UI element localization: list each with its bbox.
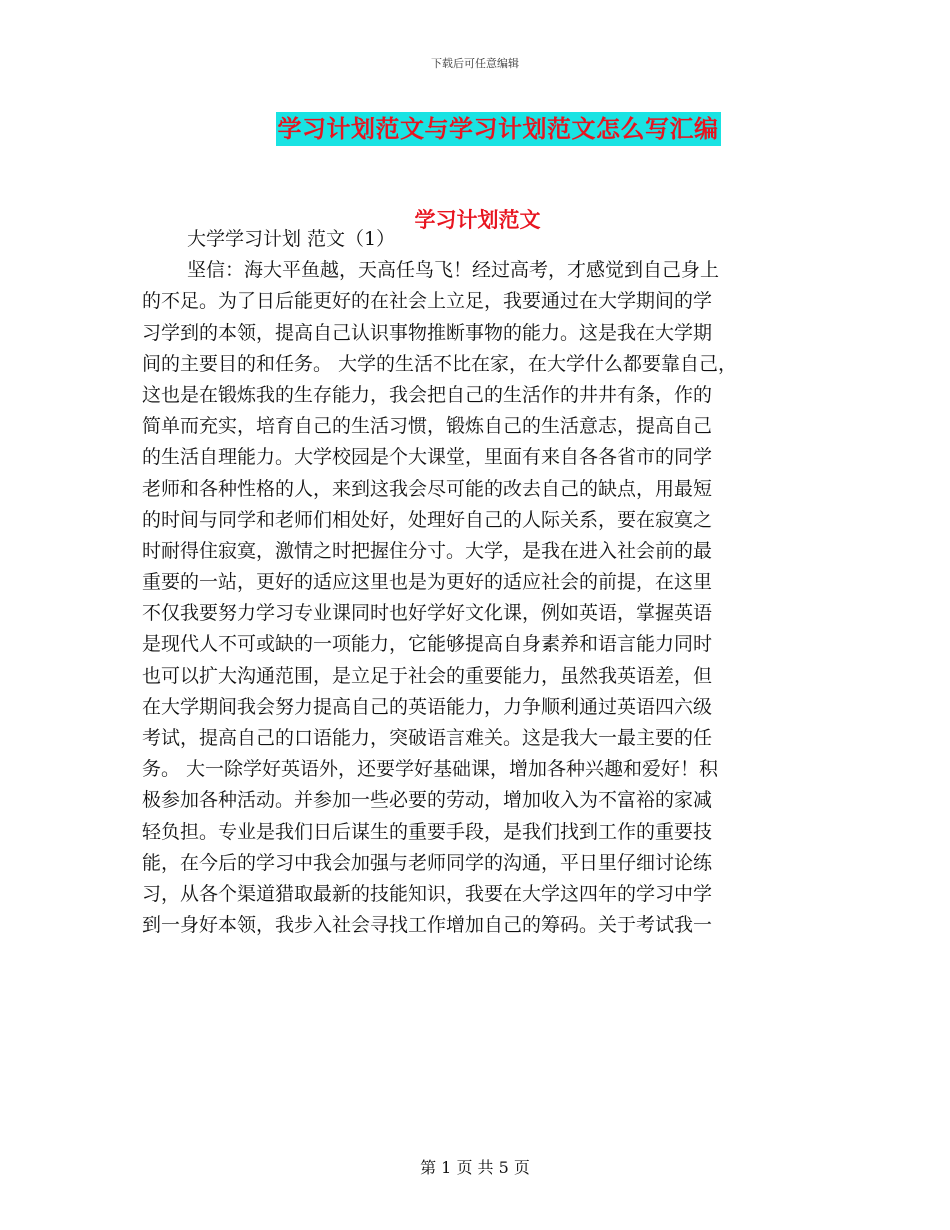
- paragraph-line: 务。 大一除学好英语外，还要学好基础课，增加各种兴趣和爱好！积: [142, 758, 719, 781]
- paragraph-line: 极参加各种活动。并参加一些必要的劳动，增加收入为不富裕的家减: [142, 789, 713, 812]
- paragraph-line: 坚信：海大平鱼越，天高任鸟飞！经过高考，才感觉到自己身上: [187, 259, 720, 282]
- paragraph-line: 在大学期间我会努力提高自己的英语能力，力争顺利通过英语四六级: [142, 695, 713, 718]
- page-header-note: 下载后可任意编辑: [431, 57, 519, 70]
- paragraph-line: 也可以扩大沟通范围，是立足于社会的重要能力，虽然我英语差，但: [142, 664, 713, 687]
- page-footer: 第 1 页 共 5 页: [420, 1158, 530, 1177]
- paragraph-line: 习，从各个渠道猎取最新的技能知识，我要在大学这四年的学习中学: [142, 882, 713, 905]
- paragraph-line: 的时间与同学和老师们相处好，处理好自己的人际关系，要在寂寞之: [142, 508, 713, 531]
- document-body: [142, 224, 822, 941]
- paragraph-line: 的不足。为了日后能更好的在社会上立足，我要通过在大学期间的学: [142, 290, 713, 313]
- paragraph-line: 重要的一站，更好的适应这里也是为更好的适应社会的前提，在这里: [142, 571, 713, 594]
- section-title: 学习计划范文: [414, 208, 541, 232]
- paragraph-line: 习学到的本领，提高自己认识事物推断事物的能力。这是我在大学期: [142, 321, 713, 344]
- paragraph-line: 能，在今后的学习中我会加强与老师同学的沟通，平日里仔细讨论练: [142, 851, 713, 874]
- paragraph-line: 是现代人不可或缺的一项能力，它能够提高自身素养和语言能力同时: [142, 633, 713, 656]
- paragraph-line: 老师和各种性格的人，来到这我会尽可能的改去自己的缺点，用最短: [142, 477, 713, 500]
- paragraph-line: 不仅我要努力学习专业课同时也好学好文化课，例如英语，掌握英语: [142, 602, 713, 625]
- paragraph-line: 考试，提高自己的口语能力，突破语言难关。这是我大一最主要的任: [142, 727, 713, 749]
- paragraph-line: 间的主要目的和任务。 大学的生活不比在家，在大学什么都要靠自己，: [142, 352, 738, 375]
- paragraph-line: 这也是在锻炼我的生存能力，我会把自己的生活作的井井有条，作的: [142, 383, 713, 406]
- paragraph-line: 时耐得住寂寞，激情之时把握住分寸。大学，是我在进入社会前的最: [142, 539, 713, 562]
- paragraph-line: 到一身好本领，我步入社会寻找工作增加自己的筹码。关于考试我一: [142, 914, 713, 937]
- paragraph-line: 的生活自理能力。大学校园是个大课堂，里面有来自各各省市的同学: [142, 446, 713, 469]
- subheading: 大学学习计划 范文（1）: [187, 228, 396, 250]
- main-title-container: [0, 112, 950, 146]
- main-title: 学习计划范文与学习计划范文怎么写汇编: [276, 112, 721, 146]
- paragraph-line: 轻负担。专业是我们日后谋生的重要手段，是我们找到工作的重要技: [142, 820, 713, 843]
- paragraph-line: 简单而充实，培育自己的生活习惯，锻炼自己的生活意志，提高自己: [142, 415, 713, 438]
